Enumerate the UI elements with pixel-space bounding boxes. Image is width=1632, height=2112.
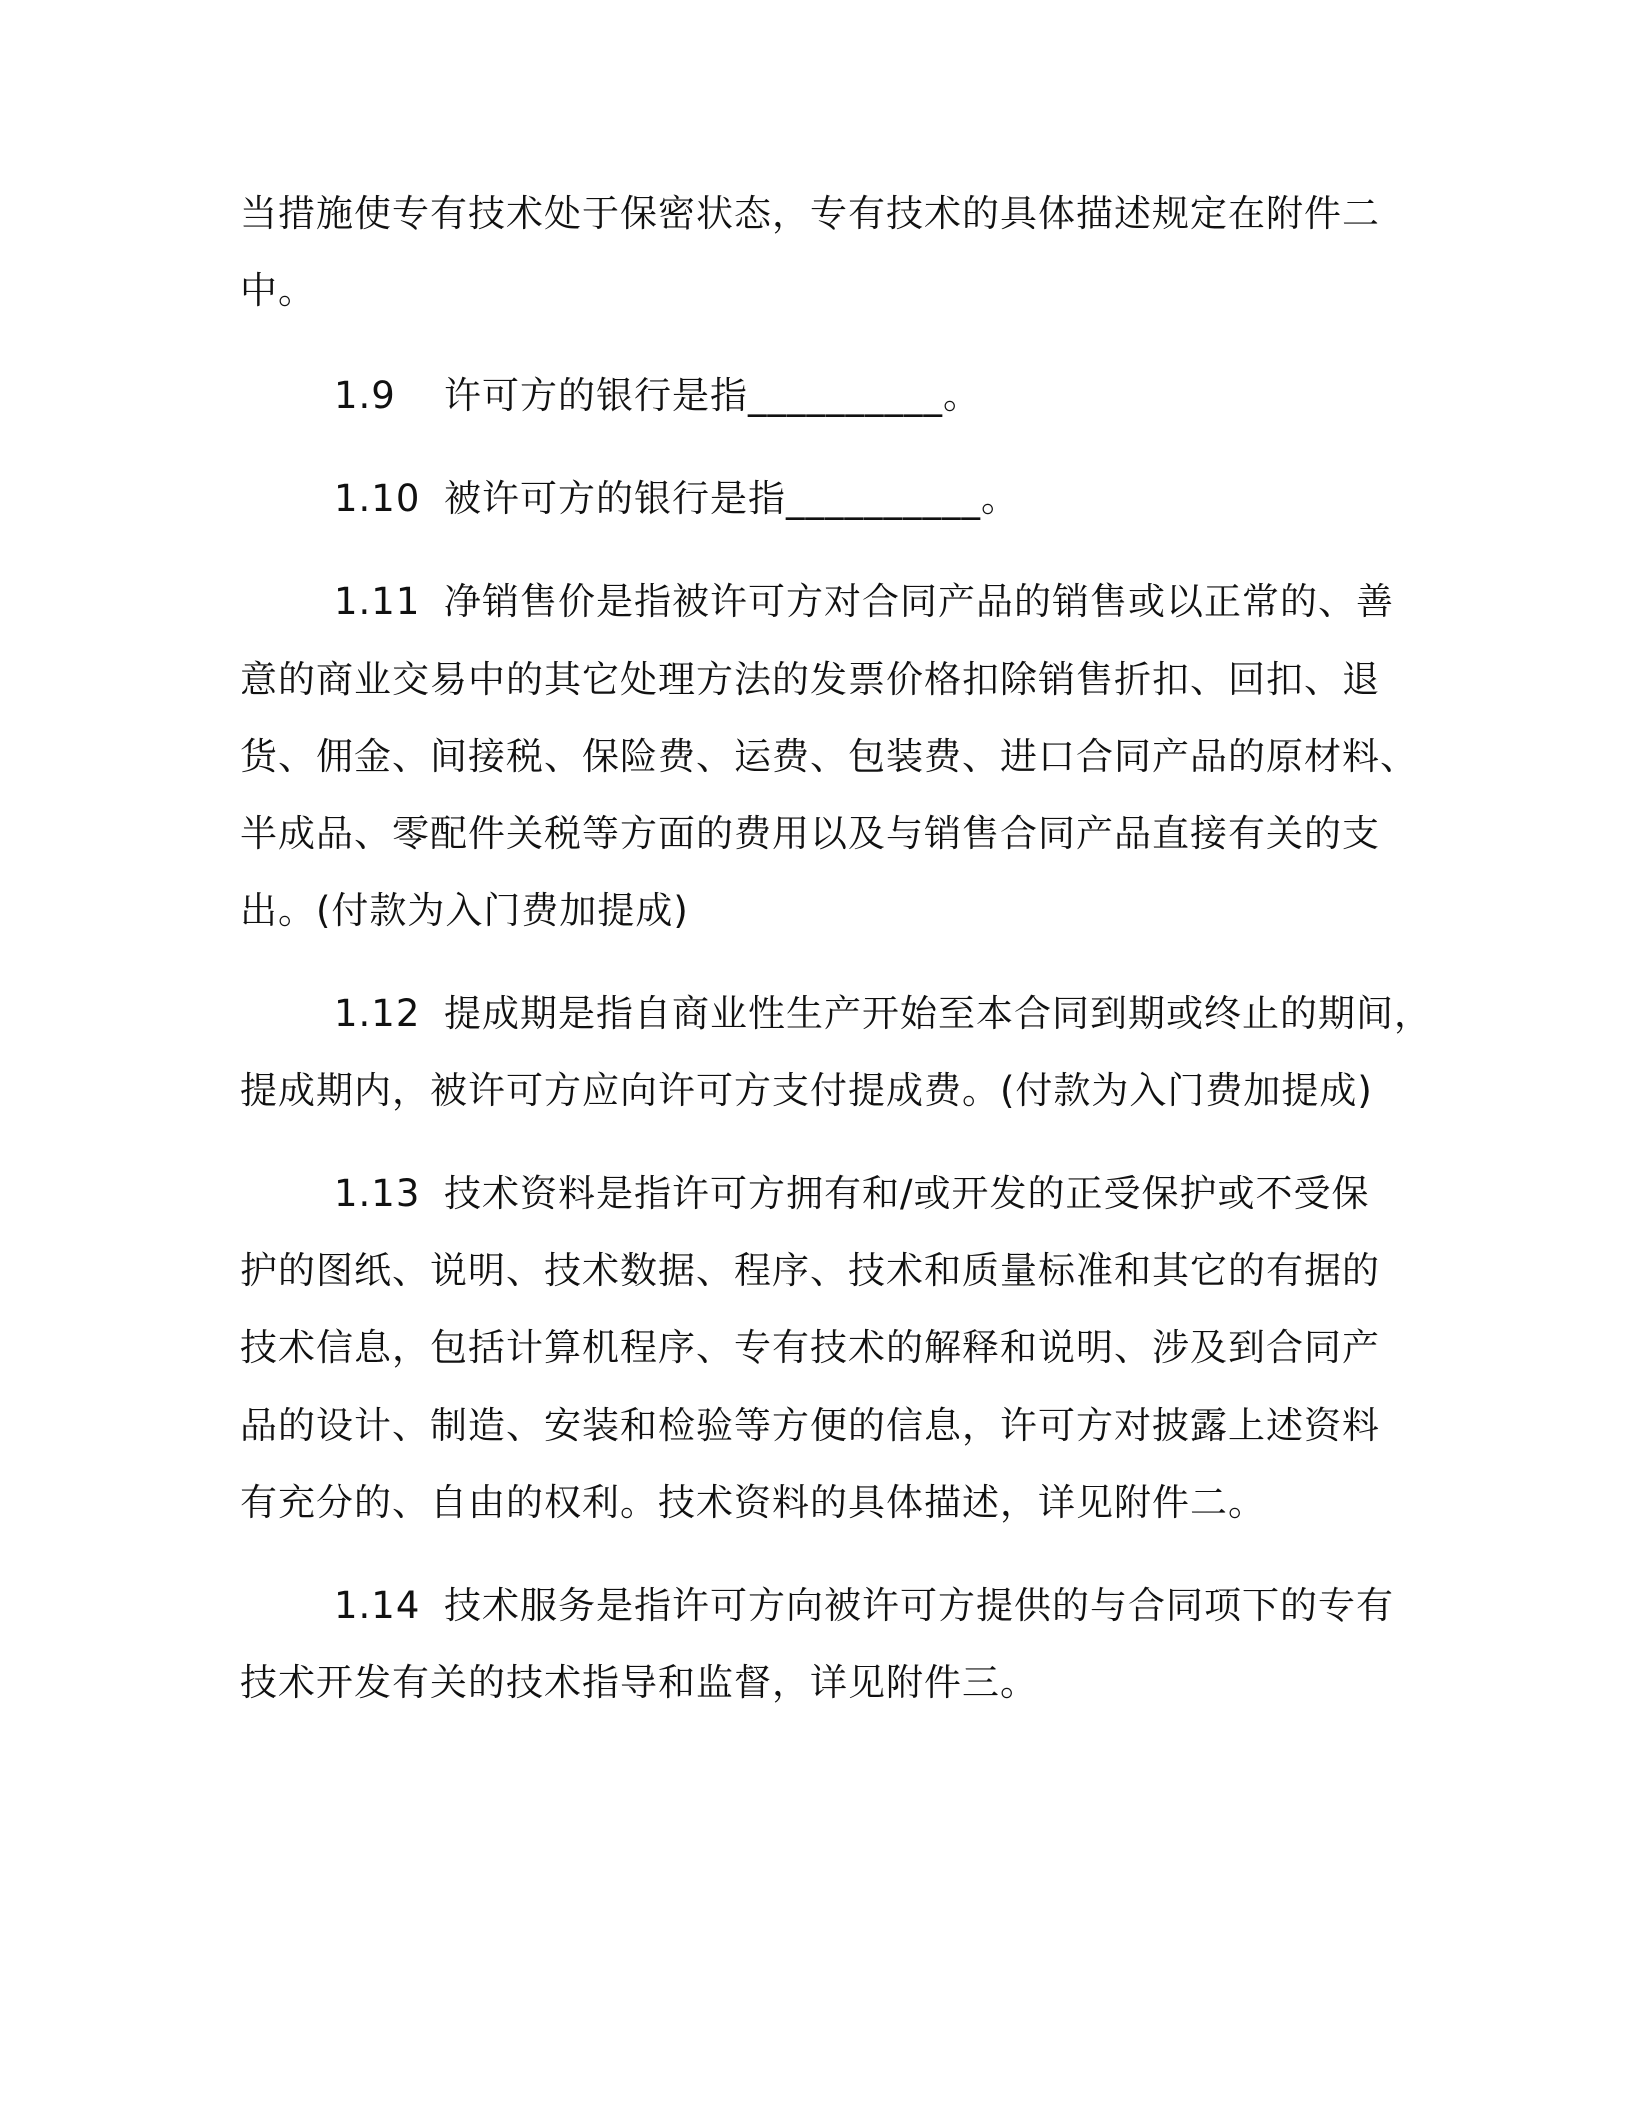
section-1-9-line (334, 372, 981, 420)
section-text: 被许可方的银行是指__________。 (444, 477, 1019, 520)
paragraph-line: 当措施使专有技术处于保密状态，专有技术的具体描述规定在附件二 (240, 192, 1380, 235)
section-number: 1.10 (334, 477, 421, 520)
paragraph-line: 技术开发有关的技术指导和监督，详见附件三。 (240, 1661, 1038, 1704)
section-number: 1.9 (334, 374, 396, 417)
section-text: 技术服务是指许可方向被许可方提供的与合同项下的专有 (444, 1584, 1394, 1627)
paragraph-line: 中。 (240, 269, 316, 312)
section-1-14-line (334, 1582, 1394, 1630)
paragraph-line: 出。(付款为入门费加提成) (240, 889, 689, 932)
section-text: 技术资料是指许可方拥有和/或开发的正受保护或不受保 (444, 1172, 1370, 1215)
paragraph-line: 意的商业交易中的其它处理方法的发票价格扣除销售折扣、回扣、退 (240, 658, 1380, 701)
section-number: 1.14 (334, 1584, 421, 1627)
section-1-11-line (334, 578, 1394, 626)
paragraph-line: 有充分的、自由的权利。技术资料的具体描述，详见附件二。 (240, 1481, 1266, 1524)
section-number: 1.11 (334, 580, 421, 623)
section-1-13-line (334, 1170, 1369, 1218)
paragraph-line: 品的设计、制造、安装和检验等方便的信息，许可方对披露上述资料 (240, 1404, 1380, 1447)
paragraph-line: 货、佣金、间接税、保险费、运费、包装费、进口合同产品的原材料、 (240, 735, 1418, 778)
paragraph-line: 提成期内，被许可方应向许可方支付提成费。(付款为入门费加提成) (240, 1069, 1373, 1112)
section-1-12-line (334, 990, 1432, 1038)
section-1-10-line (334, 475, 1019, 523)
section-text: 许可方的银行是指__________。 (444, 374, 981, 417)
section-number: 1.12 (334, 992, 421, 1035)
paragraph-line: 半成品、零配件关税等方面的费用以及与销售合同产品直接有关的支 (240, 812, 1380, 855)
section-text: 净销售价是指被许可方对合同产品的销售或以正常的、善 (444, 580, 1394, 623)
section-text: 提成期是指自商业性生产开始至本合同到期或终止的期间， (444, 992, 1432, 1035)
paragraph-line: 护的图纸、说明、技术数据、程序、技术和质量标准和其它的有据的 (240, 1249, 1380, 1292)
paragraph-line: 技术信息，包括计算机程序、专有技术的解释和说明、涉及到合同产 (240, 1326, 1380, 1369)
section-number: 1.13 (334, 1172, 421, 1215)
